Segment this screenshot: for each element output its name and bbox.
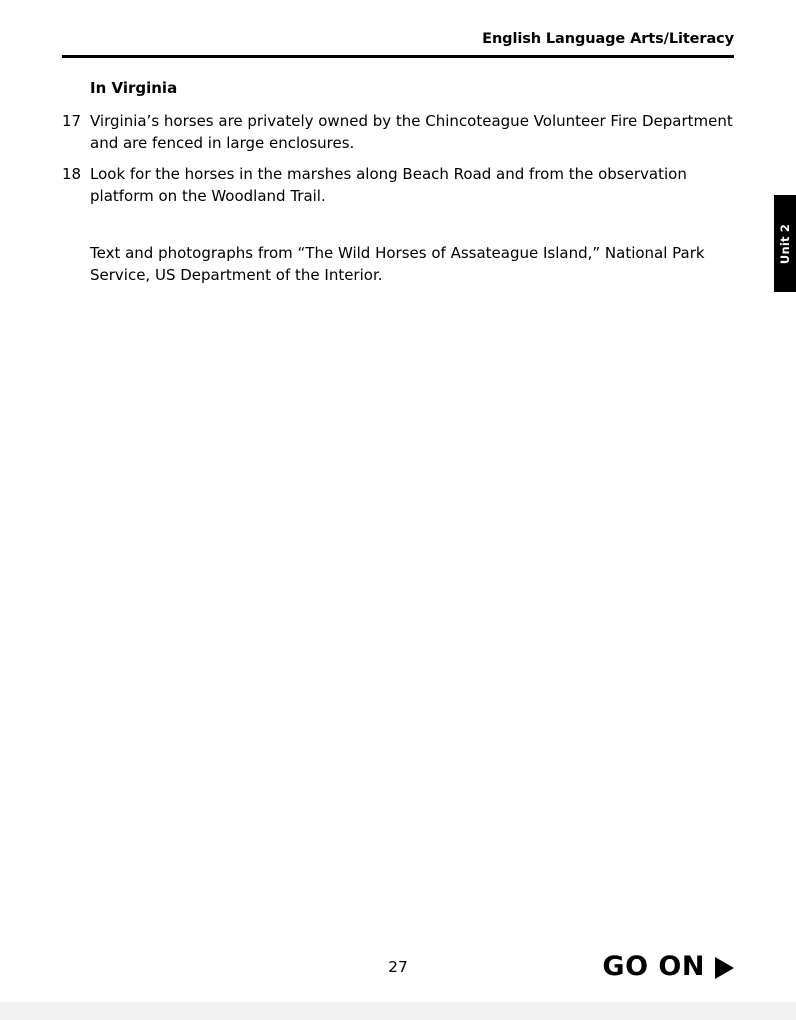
go-on-indicator: [602, 952, 734, 982]
bottom-bar: [0, 1002, 796, 1020]
list-item-number: 17: [62, 112, 82, 130]
list-item: [62, 110, 742, 154]
list-item-number: 18: [62, 165, 82, 183]
section-heading: In Virginia: [90, 79, 178, 97]
page-header: [62, 30, 734, 48]
unit-tab: [774, 195, 796, 292]
header-divider: [62, 55, 734, 58]
unit-tab-label: Unit 2: [778, 223, 793, 264]
triangle-right-icon: [715, 957, 734, 979]
list-item-text: Look for the horses in the marshes along Beach Road and from the observation platform on the Woodland Trail.: [90, 165, 687, 205]
source-credit: Text and photographs from “The Wild Horses of Assateague Island,” National Park Service, US Department of the Interior.: [90, 244, 705, 284]
go-on-label: GO ON: [602, 951, 705, 982]
list-item: [62, 163, 742, 207]
page-content: [62, 78, 742, 286]
header-title: English Language Arts/Literacy: [482, 31, 734, 47]
page-number: 27: [388, 958, 408, 976]
list-item-text: Virginia’s horses are privately owned by the Chincoteague Volunteer Fire Department and are fenced in large enclosures.: [90, 112, 733, 152]
